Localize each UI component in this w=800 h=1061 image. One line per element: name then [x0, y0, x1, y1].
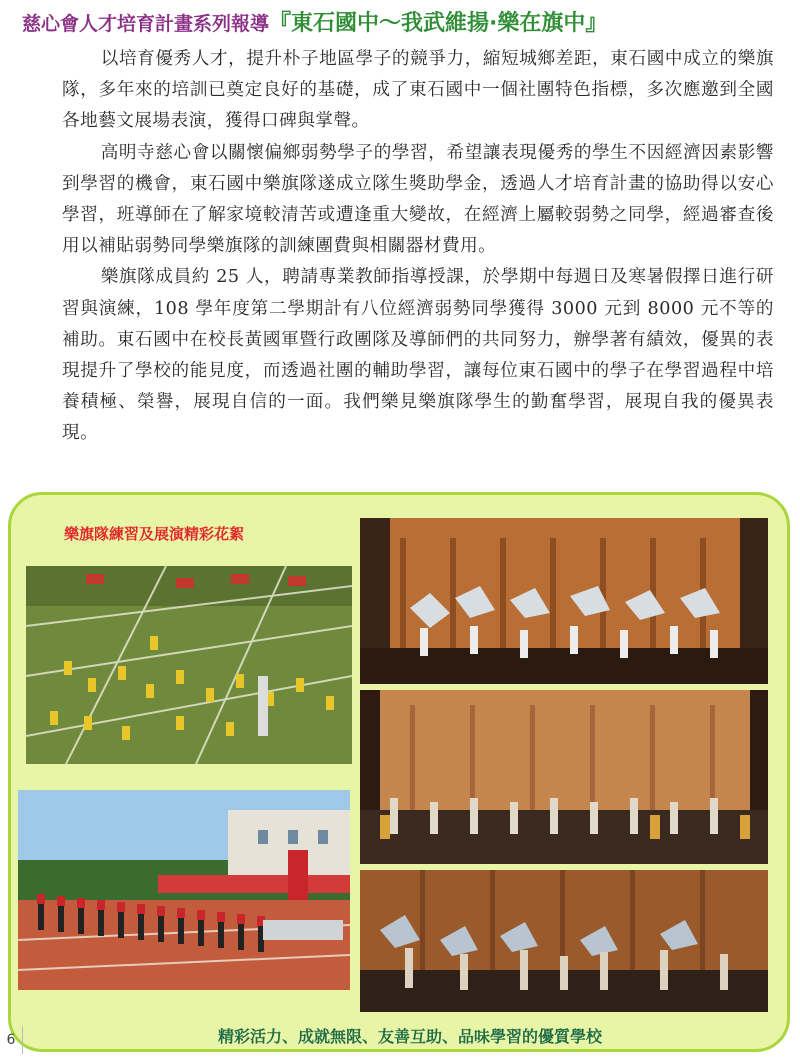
photo-stage-performance	[360, 870, 768, 1012]
article-title	[22, 6, 792, 40]
page-number: 6	[0, 1026, 23, 1054]
paragraph-1: 以培育優秀人才，提升朴子地區學子的競爭力，縮短城鄉差距，東石國中成立的樂旗隊，多年來的培訓已奠定良好的基礎，成了東石國中一個社團特色指標，多次應邀到全國各地藝文展場表演，獲得口碑與掌聲。	[62, 49, 774, 132]
photo-field-practice	[26, 566, 352, 764]
paragraph-3: 樂旗隊成員約 25 人，聘請專業教師指導授課，於學期中每週日及寒暑假擇日進行研習與演練，108 學年度第二學期計有八位經濟弱勢同學獲得 3000 元到 8000 元不等的補助。東石國中在校長黃國軍暨行政團隊及導師們的共同努力，辦學著有績效，優異的表現提升了學校的能見度，而透過社團的輔助學習，讓每位東石國中的學子在學習過程中培養積極、榮譽，展現自信的一面。我們樂見樂旗隊學生的勤奮學習，展現自我的優異表現。	[62, 267, 774, 444]
article-headline: 『東石國中～我武維揚·樂在旗中』	[269, 11, 608, 36]
gallery-caption: 樂旗隊練習及展演精彩花絮	[64, 525, 245, 543]
paragraph-2: 高明寺慈心會以關懷偏鄉弱勢學子的學習，希望讓表現優秀的學生不因經濟因素影響到學習的機會，東石國中樂旗隊遂成立隊生獎助學金，透過人才培育計畫的協助得以安心學習，班導師在了解家境較清苦或遭逢重大變故，在經濟上屬較弱勢之同學，經過審查後用以補貼弱勢同學樂旗隊的訓練團費與相關器材費用。	[62, 142, 774, 257]
photo-stage-flags	[360, 518, 768, 684]
photo-stadium-march	[18, 790, 350, 990]
article-body	[62, 44, 774, 450]
series-title: 慈心會人才培育計畫系列報導	[22, 13, 270, 35]
footer-slogan: 精彩活力、成就無限、友善互助、品味學習的優質學校	[217, 1027, 602, 1046]
photo-concert-hall	[360, 690, 768, 864]
